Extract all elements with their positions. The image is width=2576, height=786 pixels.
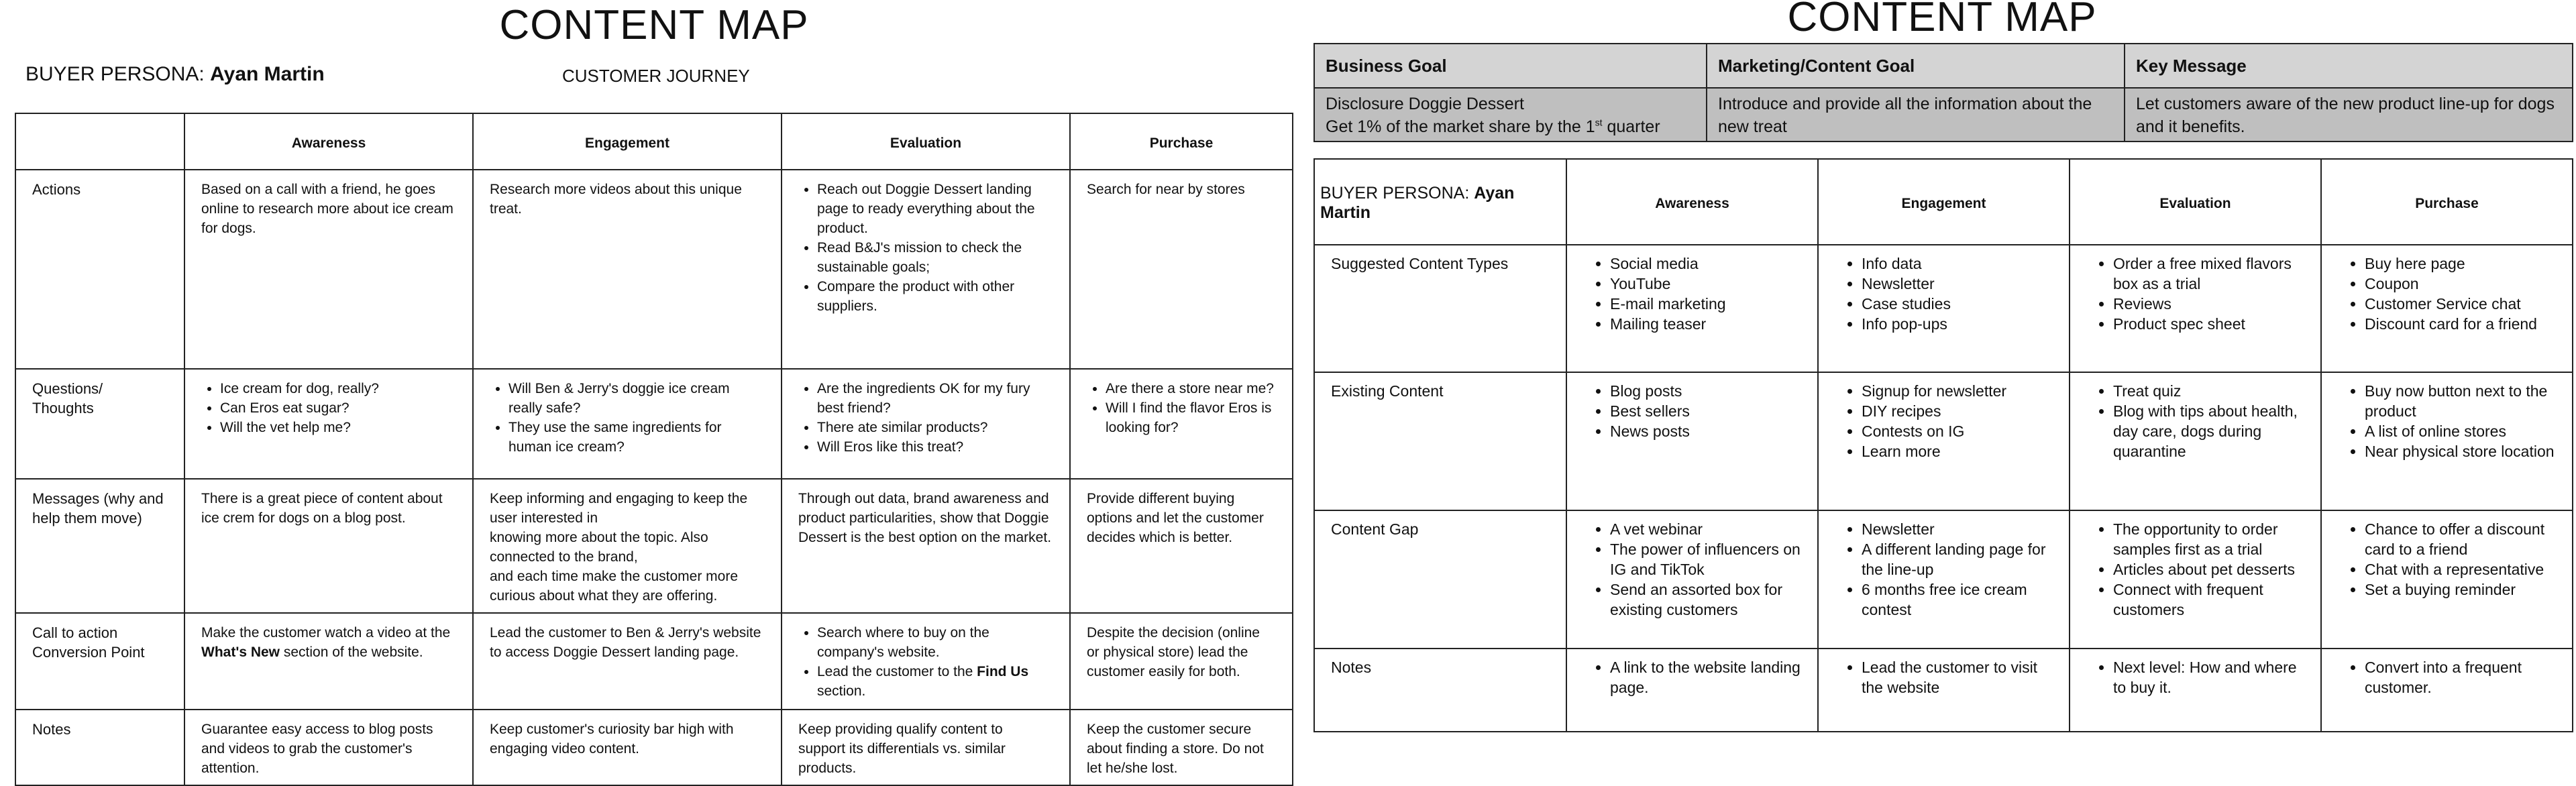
- list-item: • 6 months free ice cream contest: [1862, 579, 2053, 620]
- text-run: Lead the customer to the: [817, 664, 977, 679]
- persona-name: Ayan Martin: [1320, 184, 1515, 222]
- list-item: • Chance to offer a discount card to a friend: [2365, 519, 2556, 559]
- row-label-line: Questions/: [32, 380, 103, 397]
- cell-cta-engagement: Lead the customer to Ben & Jerry's website to access Doggie Dessert landing page.: [473, 613, 782, 710]
- list-item: • They use the same ingredients for human ice cream?: [508, 418, 765, 457]
- table-row-questions: [15, 369, 1293, 479]
- row-label-existing: Existing Content: [1314, 372, 1566, 510]
- buyer-persona-cell: [1314, 159, 1566, 245]
- cell-actions-awareness: Based on a call with a friend, he goes online to research more about ice cream for dogs.: [184, 170, 473, 369]
- list-item: • A vet webinar: [1610, 519, 1801, 539]
- list-item: • Product spec sheet: [2113, 314, 2304, 334]
- cell-actions-evaluation: [782, 170, 1070, 369]
- header-row: [15, 113, 1293, 170]
- list-item: • Reviews: [2113, 294, 2304, 314]
- row-label-gap: Content Gap: [1314, 510, 1566, 649]
- row-label-notes: Notes: [1314, 649, 1566, 732]
- text-run: Get 1% of the market share by the 1: [1326, 117, 1595, 136]
- column-header-engagement: Engagement: [1818, 159, 2070, 245]
- list-item: • Will the vet help me?: [220, 418, 456, 437]
- column-header-evaluation: Evaluation: [782, 113, 1070, 170]
- cell-questions-evaluation: [782, 369, 1070, 479]
- list-item: • Learn more: [1862, 441, 2053, 461]
- list-item: • Newsletter: [1862, 274, 2053, 294]
- table-row-gap: [1314, 510, 2573, 649]
- cell-line: and each time make the customer more curious about what they are offering.: [490, 569, 739, 604]
- cell-messages-engagement: [473, 479, 782, 613]
- column-header-awareness: Awareness: [184, 113, 473, 170]
- cell-notes-evaluation: [2070, 649, 2321, 732]
- cell-notes-awareness: Guarantee easy access to blog posts and videos to grab the customer's attention.: [184, 710, 473, 785]
- cell-gap-engagement: [1818, 510, 2070, 649]
- persona-label: BUYER PERSONA:: [25, 63, 205, 85]
- list-item: • Customer Service chat: [2365, 294, 2556, 314]
- list-item: [817, 662, 1053, 701]
- list-item: • There ate similar products?: [817, 418, 1053, 437]
- cell-messages-awareness: There is a great piece of content about ice crem for dogs on a blog post.: [184, 479, 473, 613]
- list-item: • Next level: How and where to buy it.: [2113, 657, 2304, 697]
- table-row-suggested: [1314, 245, 2573, 372]
- list-item: • Read B&J's mission to check the sustainable goals;: [817, 238, 1053, 277]
- list-item: • Treat quiz: [2113, 381, 2304, 401]
- list-item: • Will Eros like this treat?: [817, 437, 1053, 457]
- list-item: • The power of influencers on IG and TikTok: [1610, 539, 1801, 579]
- left-page-title: CONTENT MAP: [499, 2, 809, 48]
- cell-questions-purchase: [1070, 369, 1293, 479]
- cell-notes-engagement: [1818, 649, 2070, 732]
- list-item: • Newsletter: [1862, 519, 2053, 539]
- cell-actions-purchase: Search for near by stores: [1070, 170, 1293, 369]
- cell-suggested-engagement: [1818, 245, 2070, 372]
- list-item: • Signup for newsletter: [1862, 381, 2053, 401]
- cell-notes-evaluation: Keep providing qualify content to support its differentials vs. similar products.: [782, 710, 1070, 785]
- row-label-line: Thoughts: [32, 400, 94, 416]
- list-item: • Connect with frequent customers: [2113, 579, 2304, 620]
- cell-gap-awareness: [1566, 510, 1818, 649]
- list-item: • Blog with tips about health, day care, dogs during quarantine: [2113, 401, 2304, 461]
- goals-value-row: [1314, 88, 2573, 142]
- list-item: • Chat with a representative: [2365, 559, 2556, 579]
- column-header-purchase: Purchase: [2321, 159, 2573, 245]
- cell-line: Keep informing and engaging to keep the user interested in: [490, 491, 748, 526]
- list-item: • Order a free mixed flavors box as a trial: [2113, 254, 2304, 294]
- cell-existing-purchase: [2321, 372, 2573, 510]
- cell-actions-engagement: Research more videos about this unique treat.: [473, 170, 782, 369]
- row-label-cta: [15, 613, 184, 710]
- marketing-goal-cell: Introduce and provide all the information about the new treat: [1707, 88, 2125, 142]
- persona-name: Ayan Martin: [210, 63, 325, 85]
- cell-existing-engagement: [1818, 372, 2070, 510]
- superscript: st: [1595, 117, 1603, 128]
- cell-cta-awareness: [184, 613, 473, 710]
- cell-line: knowing more about the topic. Also connected to the brand,: [490, 530, 708, 565]
- persona-label: BUYER PERSONA:: [1320, 184, 1470, 203]
- list-item: • Case studies: [1862, 294, 2053, 314]
- cell-cta-evaluation: [782, 613, 1070, 710]
- corner-cell: [15, 113, 184, 170]
- cell-notes-awareness: [1566, 649, 1818, 732]
- list-item: • The opportunity to order samples first as a trial: [2113, 519, 2304, 559]
- row-label-messages: Messages (why and help them move): [15, 479, 184, 613]
- list-item: • Mailing teaser: [1610, 314, 1801, 334]
- cell-existing-awareness: [1566, 372, 1818, 510]
- header-key-message: Key Message: [2125, 44, 2573, 88]
- cell-notes-engagement: Keep customer's curiosity bar high with engaging video content.: [473, 710, 782, 785]
- list-item: • Will I find the flavor Eros is looking for?: [1106, 398, 1276, 437]
- list-item: • Search where to buy on the company's website.: [817, 623, 1053, 662]
- header-marketing-goal: Marketing/Content Goal: [1707, 44, 2125, 88]
- cell-cta-purchase: Despite the decision (online or physical store) lead the customer easily for both.: [1070, 613, 1293, 710]
- list-item: • Articles about pet desserts: [2113, 559, 2304, 579]
- column-header-evaluation: Evaluation: [2070, 159, 2321, 245]
- cell-notes-purchase: Keep the customer secure about finding a store. Do not let he/she lost.: [1070, 710, 1293, 785]
- table-row-notes: [1314, 649, 2573, 732]
- table-row-notes: [15, 710, 1293, 785]
- text-run: section.: [817, 683, 866, 699]
- list-item: • Blog posts: [1610, 381, 1801, 401]
- list-item: • Contests on IG: [1862, 421, 2053, 441]
- list-item: • Will Ben & Jerry's doggie ice cream really safe?: [508, 379, 765, 418]
- goals-table: [1313, 43, 2573, 142]
- list-item: • Discount card for a friend: [2365, 314, 2556, 334]
- list-item: • Can Eros eat sugar?: [220, 398, 456, 418]
- list-item: • YouTube: [1610, 274, 1801, 294]
- list-item: • A different landing page for the line-up: [1862, 539, 2053, 579]
- cell-questions-awareness: [184, 369, 473, 479]
- list-item: • Send an assorted box for existing customers: [1610, 579, 1801, 620]
- list-item: • DIY recipes: [1862, 401, 2053, 421]
- text-run: quarter: [1602, 117, 1660, 136]
- table-row-cta: [15, 613, 1293, 710]
- row-label-line: Conversion Point: [32, 644, 145, 661]
- list-item: • Set a buying reminder: [2365, 579, 2556, 600]
- list-item: • Ice cream for dog, really?: [220, 379, 456, 398]
- list-item: • Best sellers: [1610, 401, 1801, 421]
- cell-notes-purchase: [2321, 649, 2573, 732]
- list-item: • Convert into a frequent customer.: [2365, 657, 2556, 697]
- list-item: • Social media: [1610, 254, 1801, 274]
- list-item: • News posts: [1610, 421, 1801, 441]
- content-types-table: [1313, 158, 2573, 732]
- text-run-bold: Find Us: [977, 664, 1029, 679]
- list-item: • A list of online stores: [2365, 421, 2556, 441]
- cell-messages-evaluation: Through out data, brand awareness and product particularities, show that Doggie Dessert is the best option on the market.: [782, 479, 1070, 613]
- buyer-persona-line: [25, 63, 325, 86]
- cell-questions-engagement: [473, 369, 782, 479]
- text-run: Make the customer watch a video at the: [201, 625, 451, 640]
- cell-suggested-awareness: [1566, 245, 1818, 372]
- table-row-existing: [1314, 372, 2573, 510]
- cell-suggested-evaluation: [2070, 245, 2321, 372]
- column-header-engagement: Engagement: [473, 113, 782, 170]
- list-item: • Near physical store location: [2365, 441, 2556, 461]
- right-page-title: CONTENT MAP: [1787, 0, 2097, 40]
- text-run-bold: What's New: [201, 644, 280, 660]
- cell-messages-purchase: Provide different buying options and let the customer decides which is better.: [1070, 479, 1293, 613]
- key-message-cell: Let customers aware of the new product line-up for dogs and it benefits.: [2125, 88, 2573, 142]
- list-item: • Lead the customer to visit the website: [1862, 657, 2053, 697]
- list-item: • Are there a store near me?: [1106, 379, 1276, 398]
- cell-suggested-purchase: [2321, 245, 2573, 372]
- row-label-notes: Notes: [15, 710, 184, 785]
- customer-journey-table: [15, 113, 1293, 786]
- list-item: • Info data: [1862, 254, 2053, 274]
- table-row-messages: [15, 479, 1293, 613]
- list-item: • Reach out Doggie Dessert landing page to ready everything about the product.: [817, 180, 1053, 238]
- list-item: • Are the ingredients OK for my fury best friend?: [817, 379, 1053, 418]
- customer-journey-label: CUSTOMER JOURNEY: [562, 66, 750, 86]
- row-label-actions: Actions: [15, 170, 184, 369]
- business-goal-cell: [1314, 88, 1707, 142]
- cell-existing-evaluation: [2070, 372, 2321, 510]
- text-run: section of the website.: [280, 644, 423, 660]
- row-label-suggested: Suggested Content Types: [1314, 245, 1566, 372]
- list-item: • Buy here page: [2365, 254, 2556, 274]
- list-item: • Buy now button next to the product: [2365, 381, 2556, 421]
- column-header-awareness: Awareness: [1566, 159, 1818, 245]
- list-item: • Compare the product with other suppliers.: [817, 277, 1053, 316]
- list-item: • Info pop-ups: [1862, 314, 2053, 334]
- column-header-purchase: Purchase: [1070, 113, 1293, 170]
- cell-gap-evaluation: [2070, 510, 2321, 649]
- list-item: • A link to the website landing page.: [1610, 657, 1801, 697]
- header-row: [1314, 159, 2573, 245]
- table-row-actions: [15, 170, 1293, 369]
- goals-header-row: [1314, 44, 2573, 88]
- list-item: • E-mail marketing: [1610, 294, 1801, 314]
- row-label-line: Call to action: [32, 624, 118, 641]
- header-business-goal: Business Goal: [1314, 44, 1707, 88]
- cell-line: Disclosure Doggie Dessert: [1326, 95, 1524, 113]
- list-item: • Coupon: [2365, 274, 2556, 294]
- cell-gap-purchase: [2321, 510, 2573, 649]
- row-label-questions: [15, 369, 184, 479]
